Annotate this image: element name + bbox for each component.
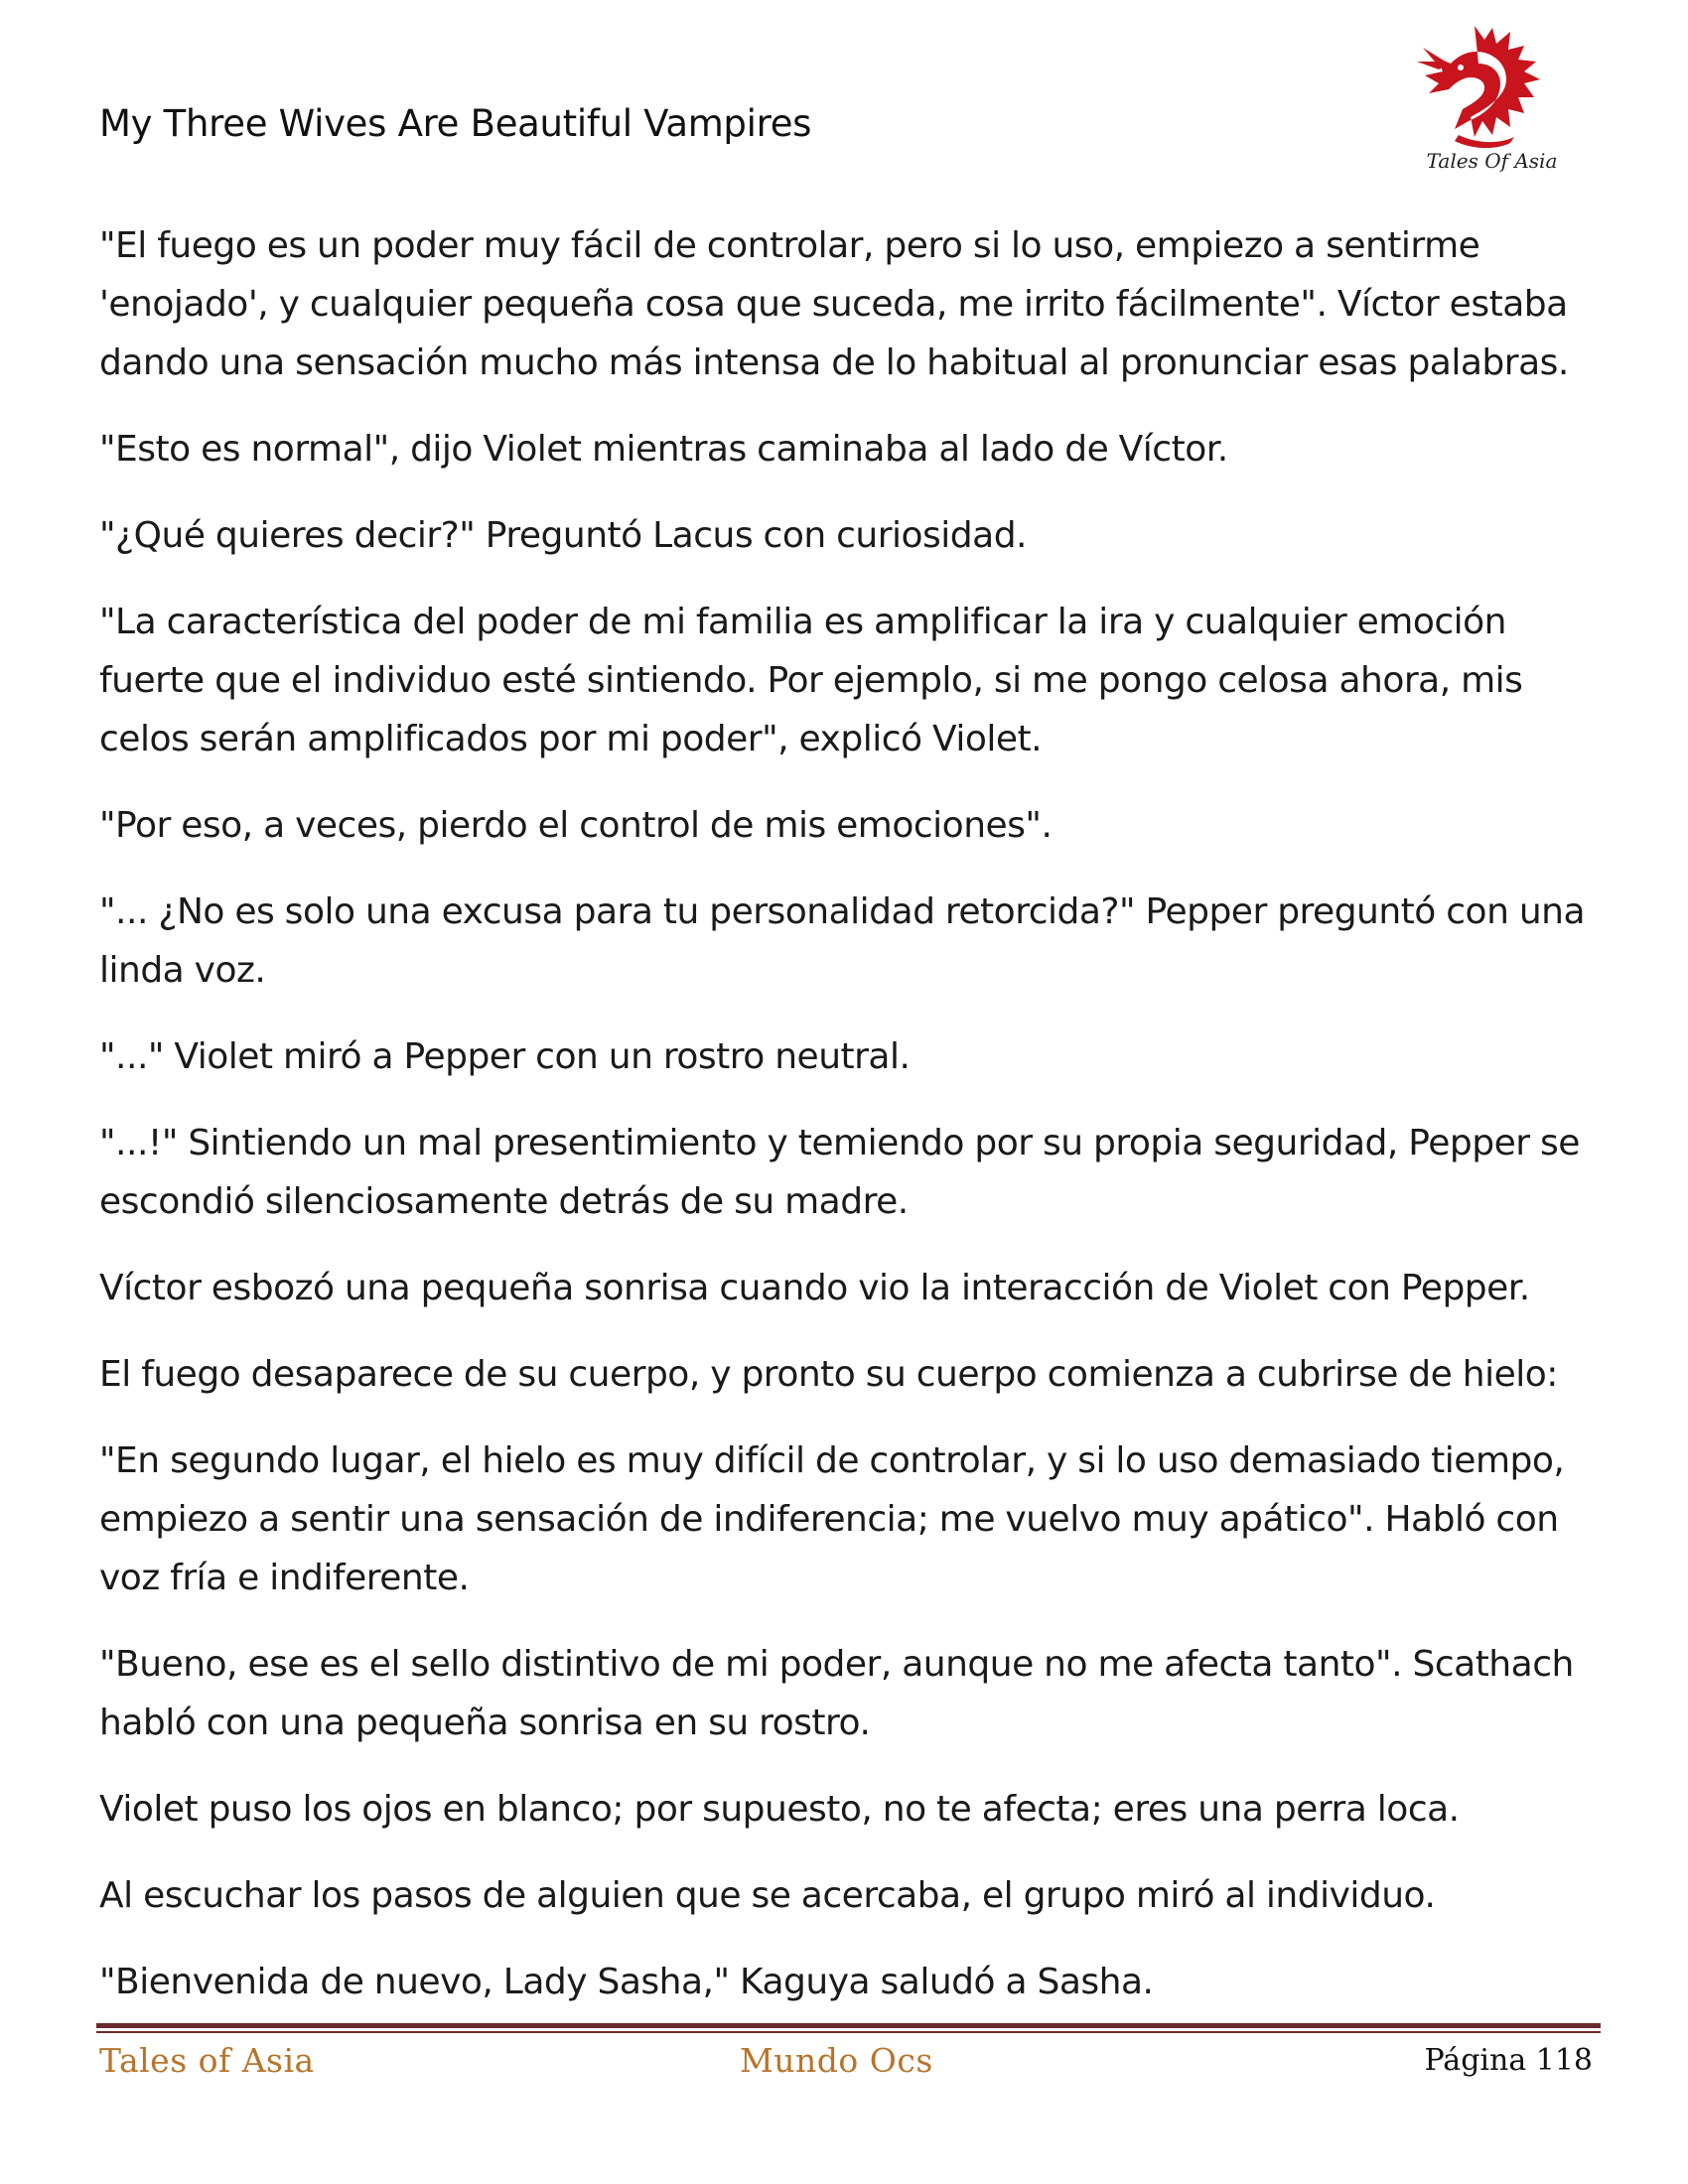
tales-of-asia-logo — [1415, 18, 1569, 182]
paragraph: "Bienvenida de nuevo, Lady Sasha," Kaguya saludó a Sasha. — [99, 1962, 1154, 2002]
paragraph: Violet puso los ojos en blanco; por supuesto, no te afecta; eres una perra loca. — [99, 1789, 1460, 1830]
paragraph: "... ¿No es solo una excusa para tu personalidad retorcida?" Pepper preguntó con una linda voz. — [99, 891, 1586, 991]
footer-brand: Tales of Asia — [99, 2041, 315, 2080]
paragraph: "..." Violet miró a Pepper con un rostro neutral. — [99, 1036, 911, 1077]
paragraph: "Por eso, a veces, pierdo el control de mis emociones". — [99, 805, 1053, 846]
paragraph: Al escuchar los pasos de alguien que se acercaba, el grupo miró al individuo. — [99, 1875, 1436, 1916]
footer-center-text: Mundo Ocs — [740, 2041, 933, 2080]
paragraph: "Esto es normal", dijo Violet mientras caminaba al lado de Víctor. — [99, 429, 1228, 470]
footer-divider-thin — [96, 2031, 1601, 2033]
red-dragon-icon — [1415, 18, 1569, 152]
paragraph: "La característica del poder de mi familia es amplificar la ira y cualquier emoción fuerte que el individuo esté sintiendo. Por ejemplo, si me pongo celosa ahora, mis celos serán amplificados por mi poder", explicó Violet. — [99, 602, 1523, 759]
paragraph: "En segundo lugar, el hielo es muy difícil de controlar, y si lo uso demasiado tiempo, empiezo a sentir una sensación de indiferencia; me vuelvo muy apático". Habló con voz fría e indiferente. — [99, 1440, 1565, 1598]
paragraph: "Bueno, ese es el sello distintivo de mi poder, aunque no me afecta tanto". Scathach habló con una pequeña sonrisa en su rostro. — [99, 1644, 1574, 1743]
body-text — [99, 216, 1599, 2039]
page-header-title: My Three Wives Are Beautiful Vampires — [99, 102, 812, 145]
page-number: Página 118 — [1424, 2043, 1593, 2078]
paragraph: "El fuego es un poder muy fácil de controlar, pero si lo uso, empiezo a sentirme 'enojado', y cualquier pequeña cosa que suceda, me irrito fácilmente". Víctor estaba dando una sensación mucho más intensa de lo habitual al pronunciar esas palabras. — [99, 225, 1569, 383]
footer-divider — [96, 2023, 1601, 2028]
paragraph: "¿Qué quieres decir?" Preguntó Lacus con curiosidad. — [99, 515, 1027, 556]
paragraph: El fuego desaparece de su cuerpo, y pronto su cuerpo comienza a cubrirse de hielo: — [99, 1354, 1558, 1395]
paragraph: Víctor esbozó una pequeña sonrisa cuando vio la interacción de Violet con Pepper. — [99, 1268, 1530, 1308]
paragraph: "...!" Sintiendo un mal presentimiento y temiendo por su propia seguridad, Pepper se escondió silenciosamente detrás de su madre. — [99, 1123, 1580, 1222]
logo-text: Tales Of Asia — [1426, 149, 1558, 173]
